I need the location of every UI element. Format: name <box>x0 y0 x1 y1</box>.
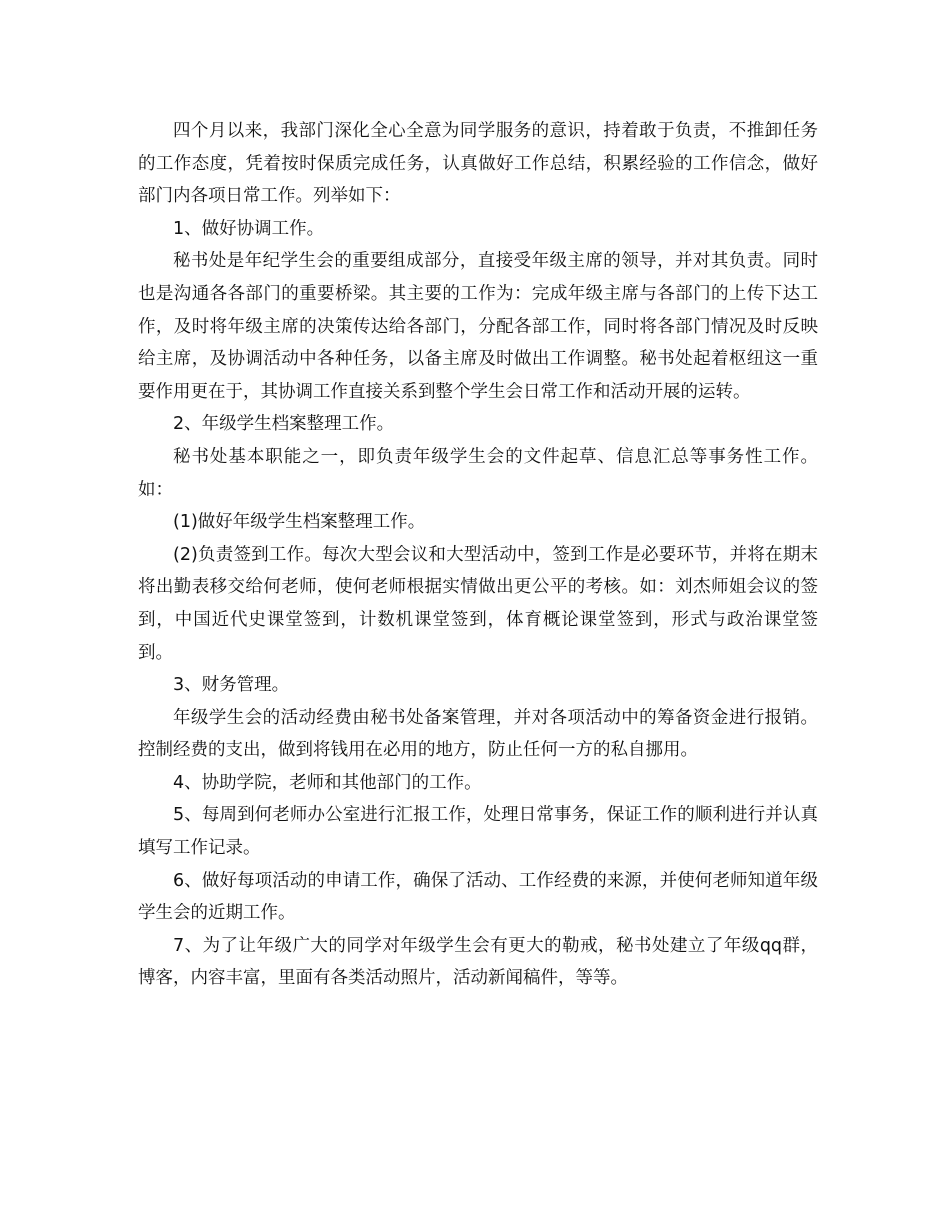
item-4: 4、协助学院，老师和其他部门的工作。 <box>173 772 482 793</box>
heading-archives: 2、年级学生档案整理工作。 <box>173 414 395 435</box>
coordination-paragraph: 秘书处是年纪学生会的重要组成部分，直接受年级主席的领导，并对其负责。同时也是沟通各各部门的重要桥梁。其主要的工作为：完成年级主席与各部门的上传下达工作，及时将年级主席的决策传达给各部门，分配各部工作，同时将各部门情况及时反映给主席，及协调活动中各种任务，以备主席及时做出工作调整。秘书处起着枢纽这一重要作用更在于，其协调工作直接关系到整个学生会日常工作和活动开展的运转。 <box>138 251 818 402</box>
archives-item-1: (1)做好年级学生档案整理工作。 <box>173 512 426 533</box>
archives-paragraph: 秘书处基本职能之一，即负责年级学生会的文件起草、信息汇总等事务性工作。如： <box>138 446 818 500</box>
item-7: 7、为了让年级广大的同学对年级学生会有更大的勒戒，秘书处建立了年级qq群，博客，内容丰富，里面有各类活动照片，活动新闻稿件，等等。 <box>138 935 818 989</box>
heading-finance: 3、财务管理。 <box>173 675 290 696</box>
intro-paragraph: 四个月以来，我部门深化全心全意为同学服务的意识，持着敢于负责，不推卸任务的工作态度，凭着按时保质完成任务，认真做好工作总结，积累经验的工作信念，做好部门内各项日常工作。列举如下： <box>138 121 818 207</box>
document-body <box>138 115 818 995</box>
heading-coordination: 1、做好协调工作。 <box>173 218 325 239</box>
archives-item-2: (2)负责签到工作。每次大型会议和大型活动中，签到工作是必要环节，并将在期末将出勤表移交给何老师，使何老师根据实情做出更公平的考核。如：刘杰师姐会议的签到，中国近代史课堂签到，计数机课堂签到，体育概论课堂签到，形式与政治课堂签到。 <box>138 544 818 663</box>
finance-paragraph: 年级学生会的活动经费由秘书处备案管理，并对各项活动中的筹备资金进行报销。控制经费的支出，做到将钱用在必用的地方，防止任何一方的私自挪用。 <box>138 707 818 761</box>
item-5: 5、每周到何老师办公室进行汇报工作，处理日常事务，保证工作的顺利进行并认真填写工作记录。 <box>138 805 818 859</box>
item-6: 6、做好每项活动的申请工作，确保了活动、工作经费的来源，并使何老师知道年级学生会的近期工作。 <box>138 870 818 924</box>
